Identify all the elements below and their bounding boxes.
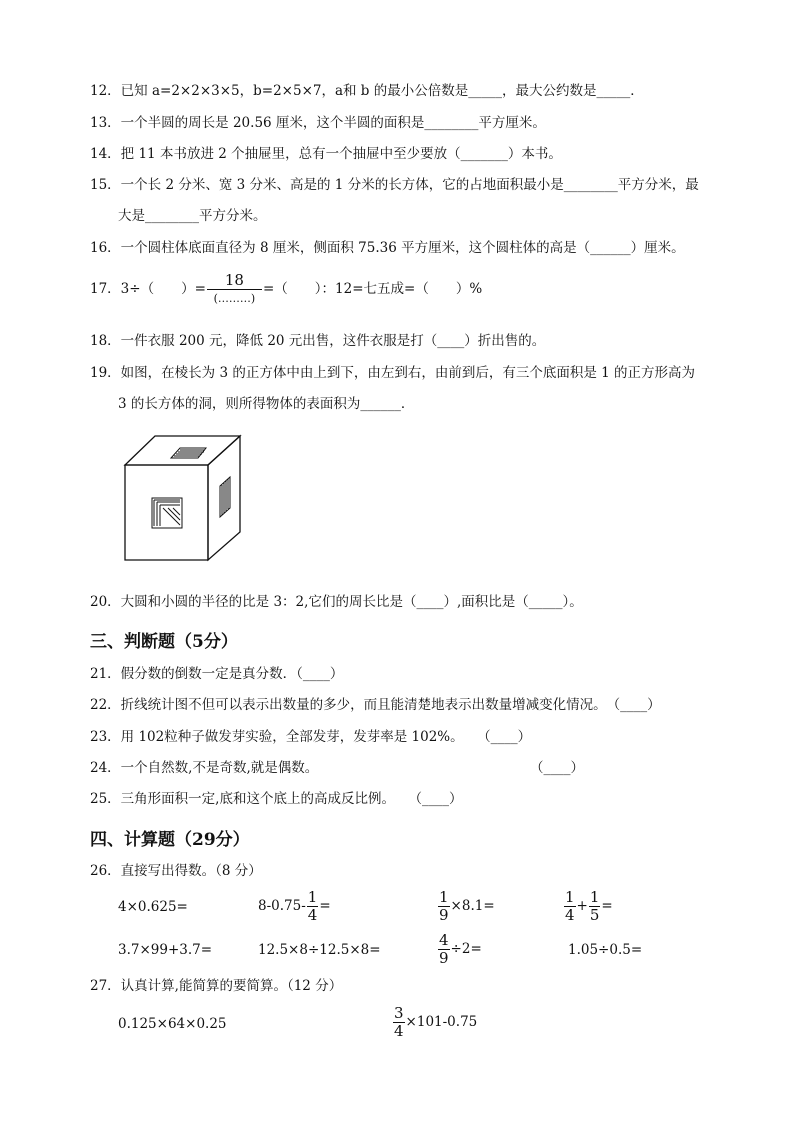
calc27-a: 0.125×64×0.25 [118, 1016, 227, 1032]
calc-5: 3.7×99+3.7= [118, 942, 213, 958]
question-13: 13．一个半圆的周长是 20.56 厘米，这个半圆的面积是________平方厘米。 [90, 115, 546, 131]
calc-4-fraction-2 [589, 889, 601, 924]
calc27-b-fraction [393, 1005, 405, 1040]
q17-prefix: 17．3÷（ ）= [90, 281, 206, 297]
question-14: 14．把 11 本书放进 2 个抽屉里，总有一个抽屉中至少要放（_______）本书。 [90, 146, 562, 162]
calc-4-den-2: 5 [589, 906, 600, 924]
section-3-heading: 三、判断题（5分） [90, 632, 238, 652]
calc-2 [258, 889, 331, 924]
calc27-b-num: 3 [394, 1004, 404, 1022]
question-25: 25．三角形面积一定,底和这个底上的高成反比例。 （____） [90, 791, 463, 807]
calc27-b [392, 1005, 477, 1040]
calc-3-den: 9 [439, 906, 449, 924]
calc-7-num: 4 [439, 931, 449, 949]
side-hole [220, 477, 230, 517]
calc-4-num-1: 1 [565, 888, 575, 906]
question-20: 20．大圆和小圆的半径的比是 3：2,它们的周长比是（____）,面积比是（_____）。 [90, 594, 583, 610]
calc-4 [563, 889, 613, 924]
question-12: 12．已知 a=2×2×3×5，b=2×5×7，a和 b 的最小公倍数是_____，最大公约数是_____． [90, 83, 644, 99]
question-21: 21．假分数的倒数一定是真分数．（____） [90, 666, 344, 682]
question-19-line2: 3 的长方体的洞，则所得物体的表面积为______． [118, 396, 415, 412]
calc-2-den: 4 [307, 906, 318, 924]
calc-3-fraction [438, 889, 450, 924]
question-18: 18．一件衣服 200 元，降低 20 元出售，这件衣服是打（____）折出售的。 [90, 333, 546, 349]
question-17 [90, 272, 482, 307]
calc-6: 12.5×8÷12.5×8= [258, 942, 381, 958]
calc-8: 1.05÷0.5= [568, 942, 643, 958]
calc-3-num: 1 [439, 888, 449, 906]
calc-7-fraction [438, 932, 450, 967]
calc-2-prefix: 8-0.75- [258, 898, 306, 914]
question-15-line2: 大是________平方分米。 [118, 208, 267, 224]
calc-3-suffix: ×8.1= [450, 898, 495, 914]
calc-3 [437, 889, 495, 924]
calc-4-den-1: 4 [565, 906, 575, 924]
question-26: 26．直接写出得数。（8 分） [90, 863, 262, 879]
question-16: 16．一个圆柱体底面直径为 8 厘米，侧面积 75.36 平方厘米，这个圆柱体的高是（______）厘米。 [90, 240, 685, 256]
calc27-b-suffix: ×101-0.75 [405, 1014, 478, 1030]
calc-2-num: 1 [307, 888, 318, 906]
calc-4-fraction-1 [564, 889, 576, 924]
question-23: 23．用 102粒种子做发芽实验，全部发芽，发芽率是 102%。 （____） [90, 729, 532, 745]
calc-4-num-2: 1 [589, 888, 600, 906]
calc-7-den: 9 [439, 949, 449, 967]
calc-2-fraction [307, 889, 319, 924]
question-24-blank: （____） [530, 760, 584, 776]
cube-with-holes-figure [118, 428, 248, 563]
calc-2-suffix: = [319, 898, 331, 914]
section-4-heading: 四、计算题（29分） [90, 830, 250, 850]
q17-fraction [207, 272, 262, 307]
q17-frac-num: 18 [207, 272, 262, 290]
question-15-line1: 15．一个长 2 分米、宽 3 分米、高是的 1 分米的长方体，它的占地面积最小是________平方分米，最 [90, 177, 699, 193]
q17-suffix: =（ ）：12=七五成=（ ）% [262, 281, 483, 297]
calc-1: 4×0.625= [118, 899, 188, 915]
front-hole [152, 498, 182, 528]
calc-4-suffix: = [601, 898, 613, 914]
top-hole [171, 448, 206, 458]
calc-4-operator: + [576, 898, 588, 914]
question-19-line1: 19．如图，在棱长为 3 的正方体中由上到下，由左到右，由前到后，有三个底面积是 1 的正方形高为 [90, 365, 696, 381]
q17-frac-den: (………) [213, 292, 256, 305]
calc-7 [437, 932, 482, 967]
question-27: 27．认真计算,能简算的要简算。（12 分） [90, 978, 343, 994]
question-24: 24．一个自然数,不是奇数,就是偶数。 [90, 760, 319, 776]
question-22: 22．折线统计图不但可以表示出数量的多少，而且能清楚地表示出数量增减变化情况。 （____） [90, 697, 661, 713]
calc27-b-den: 4 [394, 1022, 404, 1040]
calc-7-suffix: ÷2= [450, 941, 482, 957]
